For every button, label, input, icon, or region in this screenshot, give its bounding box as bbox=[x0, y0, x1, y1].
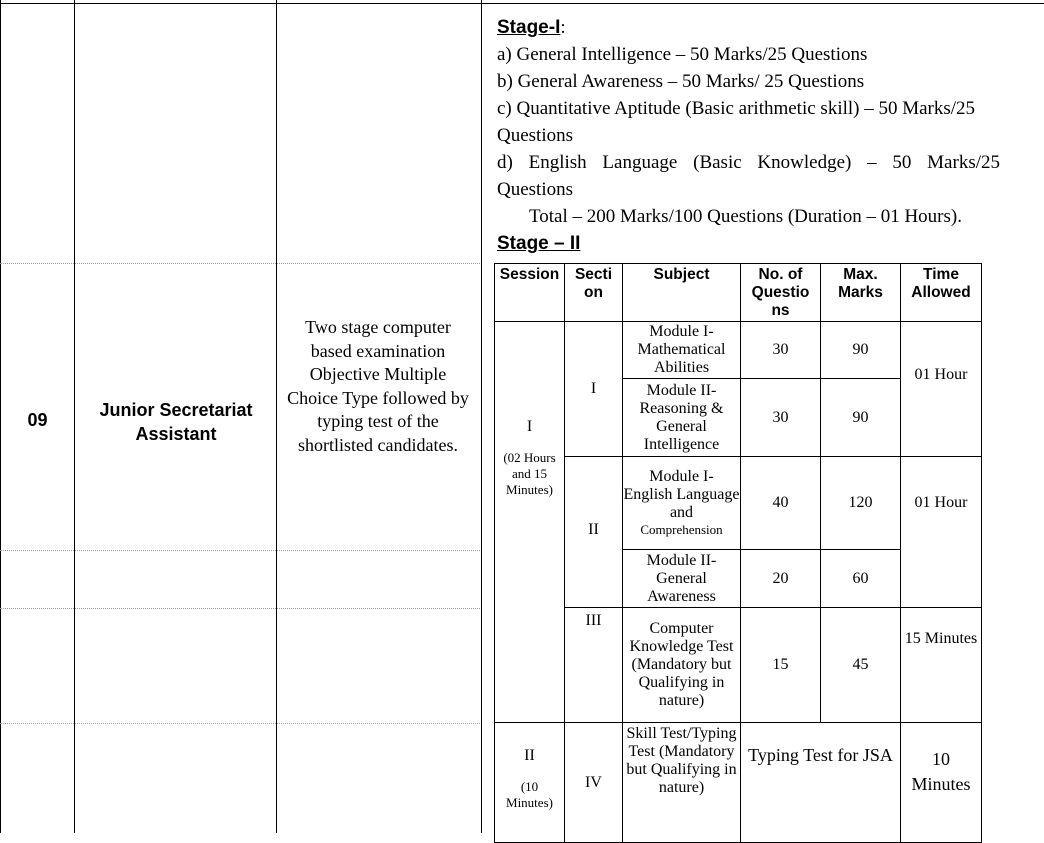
section-cell: III bbox=[565, 608, 623, 723]
table-top-border bbox=[0, 3, 1044, 4]
questions-cell: 40 bbox=[741, 457, 821, 550]
row-separator bbox=[0, 723, 480, 724]
table-row bbox=[495, 322, 982, 379]
table-row bbox=[495, 608, 982, 723]
session-2-duration: (10 Minutes) bbox=[506, 779, 553, 810]
table-row bbox=[495, 550, 982, 608]
stage-1-item: Questions bbox=[497, 179, 573, 200]
scheme-of-examination bbox=[497, 14, 1037, 257]
stage-1-item: d) English Language (Basic Knowledge) – 50 Marks/25 bbox=[497, 152, 1000, 173]
row-separator bbox=[0, 608, 480, 609]
marks-cell: 45 bbox=[821, 608, 901, 723]
subject-cell: Computer Knowledge Test (Mandatory but Qualifying in nature) bbox=[623, 608, 741, 723]
header-questions-text: No. of Questio ns bbox=[751, 266, 810, 319]
marks-cell: 120 bbox=[821, 457, 901, 550]
stage-1-heading-colon: : bbox=[560, 17, 566, 38]
column-divider bbox=[276, 0, 277, 833]
stage-1-item: b) General Awareness – 50 Marks/ 25 Questions bbox=[497, 71, 865, 92]
time-cell: 01 Hour bbox=[901, 457, 982, 550]
stage-1-heading: Stage-I bbox=[497, 17, 561, 38]
subject-cell bbox=[623, 457, 741, 550]
row-separator bbox=[0, 550, 480, 551]
questions-cell: 20 bbox=[741, 550, 821, 608]
section-cell-empty bbox=[565, 550, 623, 608]
subject-cell: Module II- General Awareness bbox=[623, 550, 741, 608]
questions-cell: 30 bbox=[741, 379, 821, 457]
header-questions bbox=[741, 264, 821, 322]
section-cell: IV bbox=[565, 723, 623, 843]
subject-text: Module I- English Language and bbox=[623, 468, 740, 521]
session-1-duration: (02 Hours and 15 Minutes) bbox=[503, 450, 556, 497]
stage-1-total: Total – 200 Marks/100 Questions (Duration – 01 Hours). bbox=[529, 206, 962, 227]
questions-cell: 15 bbox=[741, 608, 821, 723]
session-2-label: II bbox=[524, 747, 535, 764]
questions-cell: 30 bbox=[741, 322, 821, 379]
header-time-text: Time Allowed bbox=[911, 266, 971, 301]
subject-cell: Module I- Mathematical Abilities bbox=[623, 322, 741, 379]
time-cell: 01 Hour bbox=[901, 322, 982, 457]
typing-test-cell: Typing Test for JSA bbox=[741, 723, 901, 843]
section-cell: II bbox=[565, 457, 623, 550]
header-marks-text: Max. Marks bbox=[838, 266, 883, 301]
header-subject: Subject bbox=[623, 264, 741, 322]
stage-1-item: a) General Intelligence – 50 Marks/25 Questions bbox=[497, 44, 868, 65]
header-session: Session bbox=[495, 264, 565, 322]
marks-cell: 90 bbox=[821, 322, 901, 379]
session-1-label: I bbox=[526, 418, 533, 435]
section-cell: I bbox=[565, 322, 623, 457]
marks-cell: 90 bbox=[821, 379, 901, 457]
time-cell: 15 Minutes bbox=[901, 608, 982, 723]
header-section-text: Secti on bbox=[574, 266, 613, 301]
column-divider bbox=[481, 0, 482, 833]
stage-2-heading: Stage – II bbox=[497, 233, 581, 254]
stage-2-table bbox=[494, 263, 982, 843]
stage-1-item: Questions bbox=[497, 125, 573, 146]
subject-cell: Module II- Reasoning & General Intelligence bbox=[623, 379, 741, 457]
header-section bbox=[565, 264, 623, 322]
header-time bbox=[901, 264, 982, 322]
table-row bbox=[495, 723, 982, 843]
session-1-cell bbox=[495, 322, 565, 723]
header-marks bbox=[821, 264, 901, 322]
stage-2-heading-line bbox=[497, 230, 1037, 257]
time-cell-empty bbox=[901, 550, 982, 608]
stage-1-heading-line bbox=[497, 14, 1037, 41]
table-header-row bbox=[495, 264, 982, 322]
subject-cell: Skill Test/Typing Test (Mandatory but Qualifying in nature) bbox=[623, 723, 741, 843]
stage-1-item: c) Quantitative Aptitude (Basic arithmetic skill) – 50 Marks/25 bbox=[497, 98, 976, 119]
subject-text-small: Comprehension bbox=[640, 522, 723, 537]
session-2-cell bbox=[495, 723, 565, 843]
mode-of-examination: Two stage computer based examination Objective Multiple Choice Type followed by typing test of the shortlisted candidates. bbox=[287, 317, 469, 455]
post-name: Junior Secretariat Assistant bbox=[99, 400, 253, 444]
row-separator bbox=[0, 263, 480, 264]
table-row bbox=[495, 457, 982, 550]
time-cell: 10 Minutes bbox=[901, 723, 982, 843]
marks-cell: 60 bbox=[821, 550, 901, 608]
serial-number: 09 bbox=[27, 410, 48, 430]
